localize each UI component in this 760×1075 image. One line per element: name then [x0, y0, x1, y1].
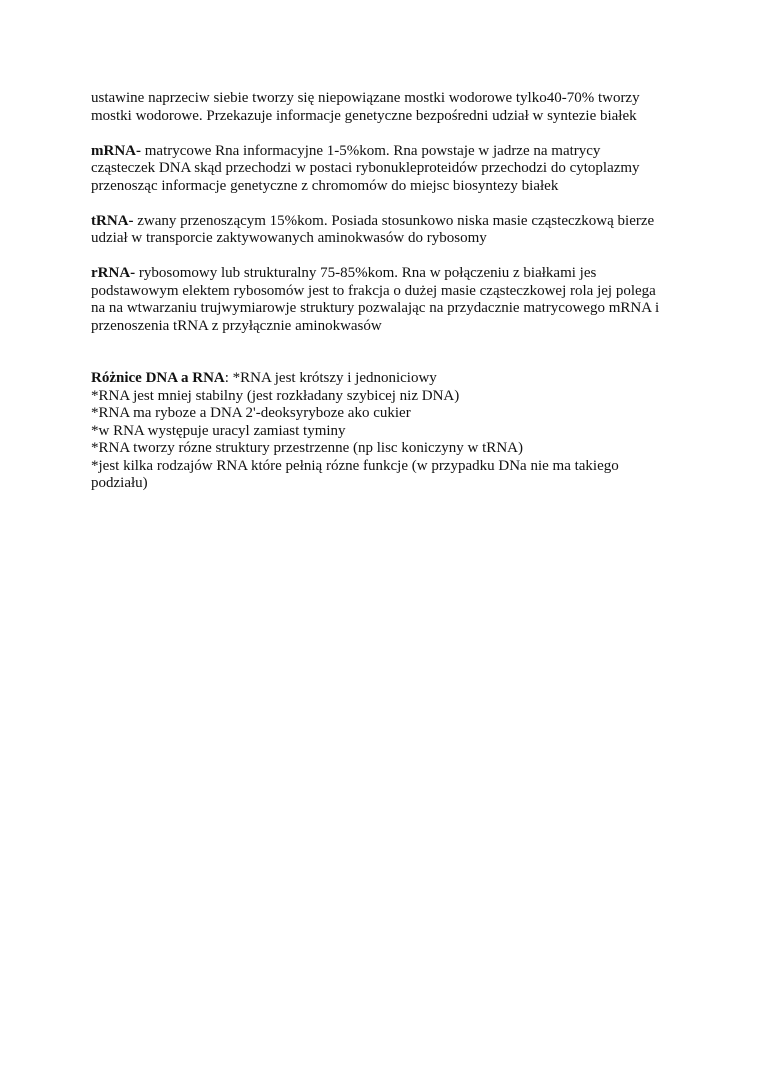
- difference-item: : *RNA jest krótszy i jednoniciowy: [224, 370, 437, 386]
- text-line: ustawine naprzeciw siebie tworzy się niepowiązane mostki wodorowe tylko40-70% tworzy: [91, 90, 640, 106]
- text-line: przenoszenia tRNA z przyłącznie aminokwasów: [91, 317, 382, 334]
- difference-item: *jest kilka rodzajów RNA które pełnią rózne funkcje (w przypadku DNa nie ma takiego: [91, 457, 619, 474]
- rrna-paragraph: [91, 265, 691, 335]
- text-line: na na wtwarzaniu trujwymiarowje struktury pozwalając na przydacznie matrycowego mRNA i: [91, 300, 660, 316]
- rrna-term: rRNA-: [91, 265, 136, 281]
- differences-heading: Różnice DNA a RNA: [91, 370, 225, 386]
- text-line: udział w transporcie zaktywowanych aminokwasów do rybosomy: [91, 230, 487, 246]
- differences-paragraph: [91, 370, 691, 493]
- text-line: przenosząc informacje genetyczne z chromomów do miejsc biosyntezy białek: [91, 177, 559, 194]
- difference-item: *RNA tworzy rózne struktury przestrzenne (np lisc koniczyny w tRNA): [91, 440, 523, 456]
- mrna-term: mRNA-: [91, 142, 141, 159]
- difference-item: *w RNA występuje uracyl zamiast tyminy: [91, 422, 346, 439]
- text-line: [91, 143, 691, 161]
- text-line: mostki wodorowe. Przekazuje informacje genetyczne bezpośredni udział w syntezie białek: [91, 107, 637, 124]
- mrna-definition-start: matrycowe Rna informacyjne 1-5%kom. Rna powstaje w jadrze na matrycy: [141, 142, 601, 159]
- mrna-paragraph: [91, 143, 691, 196]
- difference-item: *RNA ma ryboze a DNA 2'-deoksyryboze ako cukier: [91, 405, 411, 421]
- intro-paragraph: [91, 90, 691, 125]
- text-line: podstawowym elektem rybosomów jest to frakcja o dużej masie cząsteczkowej rola jej polega: [91, 282, 656, 299]
- difference-item: podziału): [91, 475, 148, 491]
- document-page: [91, 90, 691, 510]
- rrna-definition-start: rybosomowy lub strukturalny 75-85%kom. Rna w połączeniu z białkami jes: [135, 265, 597, 281]
- text-line: cząsteczek DNA skąd przechodzi w postaci rybonukleproteidów przechodzi do cytoplazmy: [91, 160, 640, 176]
- text-line: [91, 213, 691, 231]
- trna-paragraph: [91, 213, 691, 248]
- difference-item: *RNA jest mniej stabilny (jest rozkładany szybicej niz DNA): [91, 387, 460, 404]
- text-line: [91, 265, 691, 283]
- text-line: [91, 370, 691, 388]
- trna-definition-start: zwany przenoszącym 15%kom. Posiada stosunkowo niska masie cząsteczkową bierze: [133, 212, 655, 229]
- trna-term: tRNA-: [91, 212, 134, 229]
